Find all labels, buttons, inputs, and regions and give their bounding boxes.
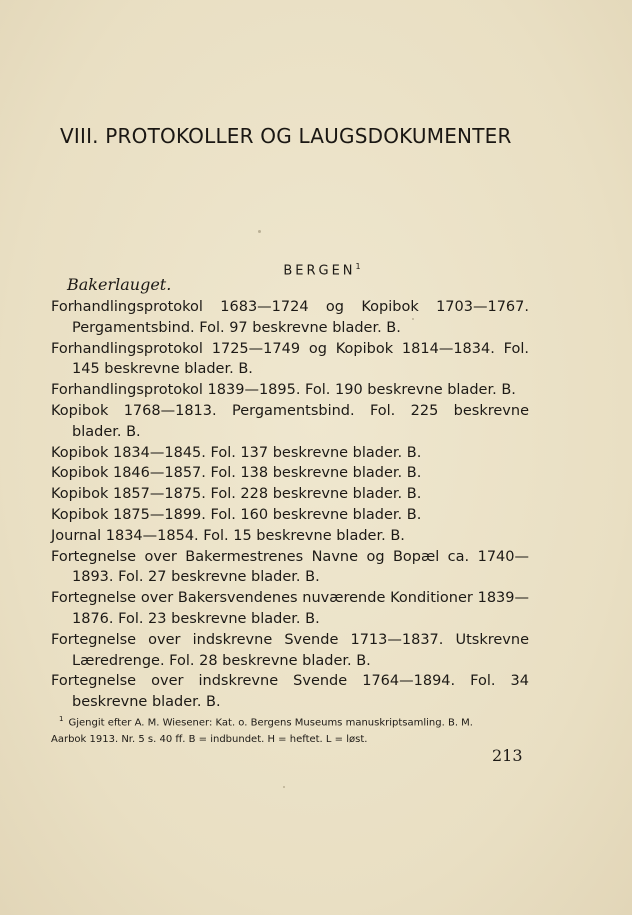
paper-speck (258, 230, 261, 233)
paper-speck (283, 786, 285, 788)
footnote-marker: 1 (59, 715, 64, 723)
footnote (51, 711, 529, 748)
section-footnote-marker: 1 (355, 262, 361, 271)
list-item: Kopibok 1875—1899. Fol. 160 beskrevne blader. B. (51, 506, 422, 523)
list-item: Fortegnelse over Bakermestrenes Navne og Bopæl ca. 1740—1893. Fol. 27 beskrevne blader. B. (51, 548, 529, 586)
list-item: Fortegnelse over indskrevne Svende 1764—1894. Fol. 34 beskrevne blader. B. (51, 673, 529, 711)
list-item: Kopibok 1857—1875. Fol. 228 beskrevne blader. B. (51, 486, 422, 503)
paper-speck (412, 318, 414, 320)
entry-list (51, 297, 529, 713)
footnote-text-1: Gjengit efter A. M. Wiesener: Kat. o. Bergens Museums manuskriptsamling. B. M. (68, 717, 473, 729)
subsection-title: Bakerlauget. (67, 275, 172, 294)
footnote-line-2: Aarbok 1913. Nr. 5 s. 40 ff. B = indbundet. H = heftet. L = løst. (51, 734, 368, 746)
list-item: Forhandlingsprotokol 1725—1749 og Kopibok 1814—1834. Fol. 145 beskrevne blader. B. (51, 340, 529, 378)
list-item: Journal 1834—1854. Fol. 15 beskrevne blader. B. (51, 527, 405, 544)
list-item: Forhandlingsprotokol 1683—1724 og Kopibok 1703—1767. Pergamentsbind. Fol. 97 beskrevne blader. B. (51, 299, 529, 336)
list-item: Kopibok 1834—1845. Fol. 137 beskrevne blader. B. (51, 444, 422, 461)
list-item: Fortegnelse over indskrevne Svende 1713—1837. Utskrevne Læredrenge. Fol. 28 beskrevne blader. B. (51, 631, 529, 669)
list-item: Kopibok 1846—1857. Fol. 138 beskrevne blader. B. (51, 465, 422, 482)
section-heading-text: BERGEN (283, 263, 356, 279)
footnote-line-1 (51, 711, 529, 731)
page-number: 213 (492, 746, 523, 765)
list-item: Forhandlingsprotokol 1839—1895. Fol. 190 beskrevne blader. B. (51, 382, 516, 399)
chapter-title: VIII. PROTOKOLLER OG LAUGSDOKUMENTER (60, 124, 512, 148)
list-item: Fortegnelse over Bakersvendenes nuværende Konditioner 1839—1876. Fol. 23 beskrevne blader. B. (51, 590, 529, 627)
list-item: Kopibok 1768—1813. Pergamentsbind. Fol. 225 beskrevne blader. B. (51, 402, 529, 440)
